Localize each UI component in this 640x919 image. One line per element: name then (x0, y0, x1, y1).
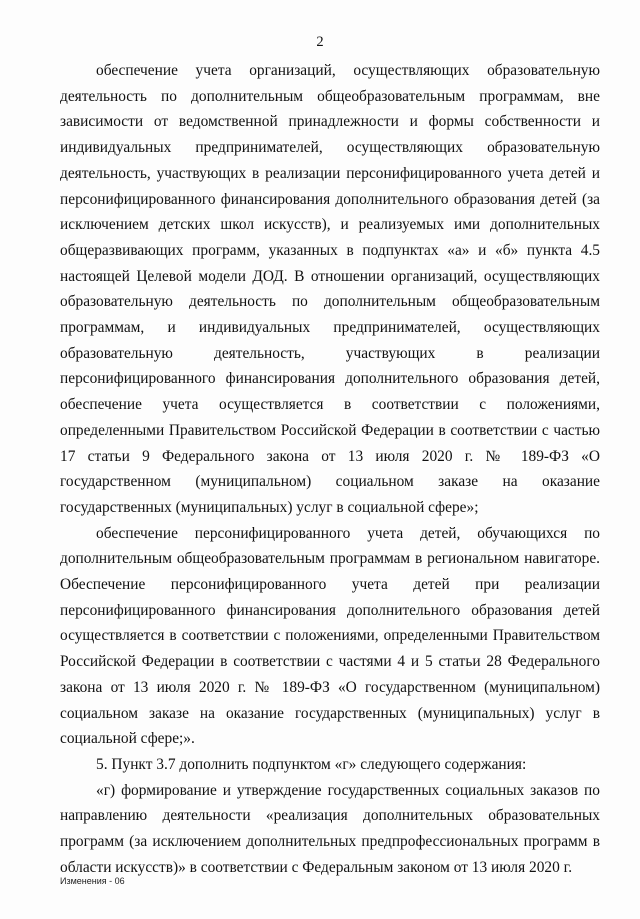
paragraph-personified-accounting: обеспечение персонифицированного учета детей, обучающихся по дополнительным общеобразовательным программам в региональном навигаторе. Обеспечение персонифицированного учета детей при реализации персонифицированного финансирования дополнительного образования детей осуществляется в соответствии с положениями, определенными Правительством Российской Федерации в соответствии с частями 4 и 5 статьи 28 Федерального закона от 13 июля 2020 г. № 189-ФЗ «О государственном (муниципальном) социальном заказе на оказание государственных (муниципальных) услуг в социальной сфере;». (60, 524, 600, 748)
footer-revision-label: Изменения - 06 (60, 876, 125, 886)
page-number: 2 (316, 34, 324, 50)
document-body (60, 58, 600, 881)
paragraph-item-5: 5. Пункт 3.7 дополнить подпунктом «г» следующего содержания: (96, 755, 527, 773)
paragraph-accounting-organizations: обеспечение учета организаций, осуществляющих образовательную деятельность по дополнительным общеобразовательным программам, вне зависимости от ведомственной принадлежности и формы собственности и индивидуальных предпринимателей, осуществляющих образовательную деятельность, участвующих в реализации персонифицированного учета детей и персонифицированного финансирования дополнительного образования детей (за исключением детских школ искусств), и реализуемых ими дополнительных общеразвивающих программ, указанных в подпунктах «а» и «б» пункта 4.5 настоящей Целевой модели ДОД. В отношении организаций, осуществляющих образовательную деятельность по дополнительным общеобразовательным программам, и индивидуальных предпринимателей, осуществляющих образовательную деятельность, участвующих в реализации персонифицированного финансирования дополнительного образования детей, обеспечение учета осуществляется в соответствии с положениями, определенными Правительством Российской Федерации в соответствии с частью 17 статьи 9 Федерального закона от 13 июля 2020 г. № 189-ФЗ «О государственном (муниципальном) социальном заказе на оказание государственных (муниципальных) услуг в социальной сфере»; (60, 62, 600, 516)
paragraph-subitem-g: «г) формирование и утверждение государственных социальных заказов по направлению деятельности «реализация дополнительных образовательных программ (за исключением дополнительных предпрофессиональных программ в области искусств)» в соответствии с Федеральным законом от 13 июля 2020 г. (60, 781, 600, 876)
